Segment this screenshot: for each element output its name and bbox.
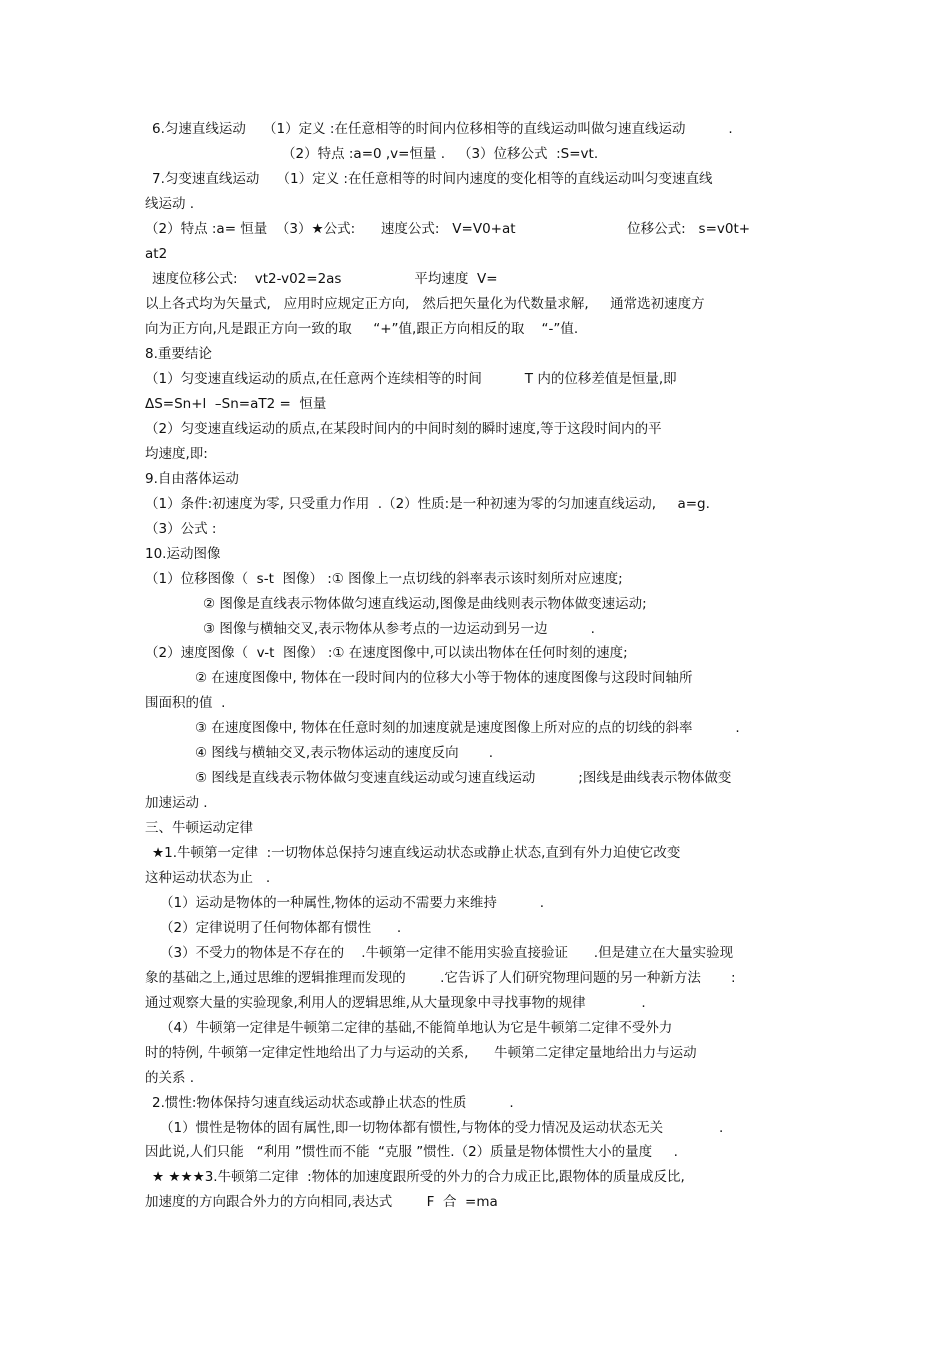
- line-03: 7.匀变速直线运动 （1）定义 :在任意相等的时间内速度的变化相等的直线运动叫匀变速直线: [152, 171, 713, 187]
- line-11: （1）匀变速直线运动的质点,在任意两个连续相等的时间 T 内的位移差值是恒量,即: [145, 371, 677, 387]
- line-16: （1）条件:初速度为零, 只受重力作用 .（2）性质:是一种初速为零的匀加速直线运动, a=g.: [145, 496, 710, 512]
- line-28: 加速运动 .: [145, 795, 208, 811]
- line-07: 速度位移公式: vt2-v02=2as 平均速度 V=: [152, 271, 498, 287]
- line-34: （3）不受力的物体是不存在的 .牛顿第一定律不能用实验直接验证 .但是建立在大量实验现: [160, 945, 734, 961]
- line-04: 线运动 .: [145, 196, 195, 212]
- line-20: ② 图像是直线表示物体做匀速直线运动,图像是曲线则表示物体做变速运动;: [203, 596, 647, 612]
- line-27: ⑤ 图线是直线表示物体做匀变速直线运动或匀速直线运动 ;图线是曲线表示物体做变: [195, 770, 732, 786]
- line-01: 6.匀速直线运动 （1）定义 :在任意相等的时间内位移相等的直线运动叫做匀速直线运动 .: [152, 121, 733, 137]
- line-38: 时的特例, 牛顿第一定律定性地给出了力与运动的关系, 牛顿第二定律定量地给出力与运动: [145, 1045, 697, 1061]
- line-40: 2.惯性:物体保持匀速直线运动状态或静止状态的性质 .: [152, 1095, 514, 1111]
- line-23: ② 在速度图像中, 物体在一段时间内的位移大小等于物体的速度图像与这段时间轴所: [195, 670, 693, 686]
- line-19: （1）位移图像（ s-t 图像） :① 图像上一点切线的斜率表示该时刻所对应速度;: [145, 571, 623, 587]
- line-22: （2）速度图像（ v-t 图像） :① 在速度图像中,可以读出物体在任何时刻的速度;: [145, 645, 628, 661]
- line-32: （1）运动是物体的一种属性,物体的运动不需要力来维持 .: [160, 895, 545, 911]
- line-13: （2）匀变速直线运动的质点,在某段时间内的中间时刻的瞬时速度,等于这段时间内的平: [145, 421, 662, 437]
- line-36: 通过观察大量的实验现象,利用人的逻辑思维,从大量现象中寻找事物的规律 .: [145, 995, 646, 1011]
- line-26: ④ 图线与横轴交叉,表示物体运动的速度反向 .: [195, 745, 494, 761]
- line-29: 三、牛顿运动定律: [145, 820, 253, 836]
- line-35: 象的基础之上,通过思维的逻辑推理而发现的 .它告诉了人们研究物理问题的另一种新方法 :: [145, 970, 736, 986]
- line-25: ③ 在速度图像中, 物体在任意时刻的加速度就是速度图像上所对应的点的切线的斜率 .: [195, 720, 740, 736]
- line-18: 10.运动图像: [145, 546, 221, 562]
- line-41: （1）惯性是物体的固有属性,即一切物体都有惯性,与物体的受力情况及运动状态无关 .: [160, 1120, 724, 1136]
- line-37: （4）牛顿第一定律是牛顿第二定律的基础,不能简单地认为它是牛顿第二定律不受外力: [160, 1020, 673, 1036]
- line-02: （2）特点 :a=0 ,v=恒量 . （3）位移公式 :S=vt.: [282, 146, 599, 162]
- line-44: 加速度的方向跟合外力的方向相同,表达式 F 合 =ma: [145, 1194, 498, 1210]
- line-33: （2）定律说明了任何物体都有惯性 .: [160, 920, 402, 936]
- line-08: 以上各式均为矢量式, 应用时应规定正方向, 然后把矢量化为代数量求解, 通常选初速度方: [145, 296, 705, 312]
- line-31: 这种运动状态为止 .: [145, 870, 271, 886]
- line-15: 9.自由落体运动: [145, 471, 239, 487]
- line-43: ★ ★★★3.牛顿第二定律 :物体的加速度跟所受的外力的合力成正比,跟物体的质量成反比,: [152, 1169, 685, 1185]
- line-12: ΔS=Sn+l –Sn=aT2 = 恒量: [145, 396, 327, 412]
- line-09: 向为正方向,凡是跟正方向一致的取 “+”值,跟正方向相反的取 “-”值.: [145, 321, 579, 337]
- line-14: 均速度,即:: [145, 446, 208, 462]
- line-30: ★1.牛顿第一定律 :一切物体总保持匀速直线运动状态或静止状态,直到有外力迫使它改变: [152, 845, 681, 861]
- line-06: at2: [145, 246, 168, 262]
- line-42: 因此说,人们只能 “利用 ”惯性而不能 “克服 ”惯性.（2）质量是物体惯性大小的量度 .: [145, 1144, 678, 1160]
- line-05: （2）特点 :a= 恒量 （3）★公式: 速度公式: V=V0+at 位移公式: s=v0t+: [145, 221, 751, 237]
- line-24: 围面积的值 .: [145, 695, 226, 711]
- line-10: 8.重要结论: [145, 346, 212, 362]
- line-21: ③ 图像与横轴交叉,表示物体从参考点的一边运动到另一边 .: [203, 621, 595, 637]
- line-17: （3）公式 :: [145, 521, 217, 537]
- line-39: 的关系 .: [145, 1070, 195, 1086]
